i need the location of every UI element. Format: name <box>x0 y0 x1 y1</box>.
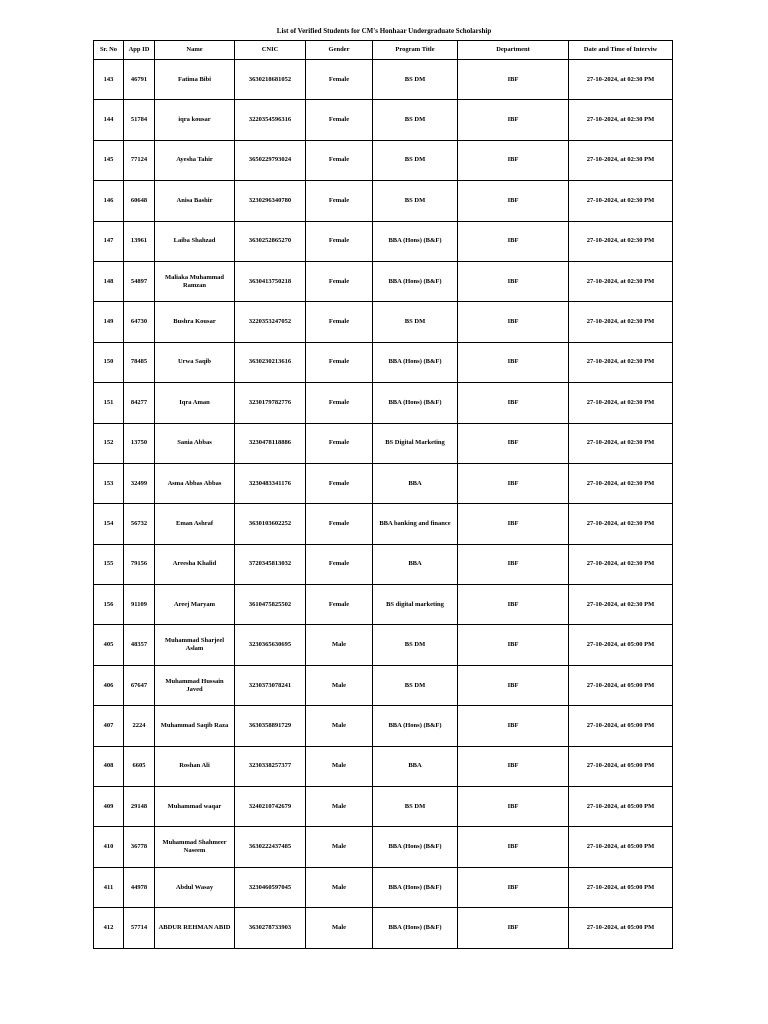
program-cell: BS DM <box>373 60 458 100</box>
name-cell: iqra kousar <box>155 100 235 140</box>
interview-time-cell: 27-10-2024, at 05:00 PM <box>569 706 673 746</box>
program-cell: BS DM <box>373 181 458 221</box>
sr-no-cell: 149 <box>94 302 124 342</box>
students-table <box>93 40 673 949</box>
name-cell: Iqra Aman <box>155 383 235 423</box>
table-row <box>94 60 673 100</box>
cnic-cell: 3230483341176 <box>235 463 306 503</box>
department-cell: IBF <box>458 625 569 665</box>
app-id-cell: 64730 <box>124 302 155 342</box>
cnic-cell: 3220354596316 <box>235 100 306 140</box>
table-row <box>94 746 673 786</box>
program-cell: BBA (Hons) (B&F) <box>373 221 458 261</box>
gender-cell: Female <box>306 221 373 261</box>
app-id-cell: 78485 <box>124 342 155 382</box>
gender-cell: Female <box>306 463 373 503</box>
interview-time-cell: 27-10-2024, at 02:30 PM <box>569 585 673 625</box>
cnic-cell: 3630358891729 <box>235 706 306 746</box>
program-cell: BBA (Hons) (B&F) <box>373 261 458 301</box>
gender-cell: Male <box>306 787 373 827</box>
table-row <box>94 423 673 463</box>
department-cell: IBF <box>458 706 569 746</box>
program-cell: BS DM <box>373 665 458 705</box>
app-id-cell: 2224 <box>124 706 155 746</box>
app-id-cell: 60648 <box>124 181 155 221</box>
gender-cell: Female <box>306 261 373 301</box>
name-cell: Abdul Wasay <box>155 867 235 907</box>
name-cell: Fatima Bibi <box>155 60 235 100</box>
department-cell: IBF <box>458 181 569 221</box>
app-id-cell: 57714 <box>124 908 155 948</box>
cnic-cell: 3610475825502 <box>235 585 306 625</box>
cnic-cell: 3230460597045 <box>235 867 306 907</box>
gender-cell: Female <box>306 383 373 423</box>
sr-no-cell: 406 <box>94 665 124 705</box>
program-cell: BBA banking and finance <box>373 504 458 544</box>
app-id-cell: 13750 <box>124 423 155 463</box>
sr-no-cell: 408 <box>94 746 124 786</box>
app-id-cell: 13961 <box>124 221 155 261</box>
sr-no-cell: 152 <box>94 423 124 463</box>
name-cell: Laiba Shahzad <box>155 221 235 261</box>
cnic-cell: 3230338257377 <box>235 746 306 786</box>
program-cell: BBA (Hons) (B&F) <box>373 383 458 423</box>
cnic-cell: 3230179782776 <box>235 383 306 423</box>
program-cell: BS DM <box>373 302 458 342</box>
program-cell: BBA (Hons) (B&F) <box>373 827 458 867</box>
sr-no-cell: 148 <box>94 261 124 301</box>
column-header-cnic: CNIC <box>235 41 306 60</box>
sr-no-cell: 153 <box>94 463 124 503</box>
app-id-cell: 91109 <box>124 585 155 625</box>
table-row <box>94 463 673 503</box>
program-cell: BBA (Hons) (B&F) <box>373 342 458 382</box>
interview-time-cell: 27-10-2024, at 02:30 PM <box>569 423 673 463</box>
sr-no-cell: 145 <box>94 140 124 180</box>
department-cell: IBF <box>458 665 569 705</box>
table-row <box>94 383 673 423</box>
interview-time-cell: 27-10-2024, at 02:30 PM <box>569 181 673 221</box>
program-cell: BS DM <box>373 100 458 140</box>
app-id-cell: 36778 <box>124 827 155 867</box>
department-cell: IBF <box>458 787 569 827</box>
name-cell: Ayesha Tahir <box>155 140 235 180</box>
app-id-cell: 51784 <box>124 100 155 140</box>
cnic-cell: 3630413750218 <box>235 261 306 301</box>
gender-cell: Male <box>306 665 373 705</box>
sr-no-cell: 405 <box>94 625 124 665</box>
gender-cell: Female <box>306 181 373 221</box>
table-row <box>94 181 673 221</box>
program-cell: BBA (Hons) (B&F) <box>373 908 458 948</box>
column-header-interview-time: Date and Time of Interviw <box>569 41 673 60</box>
sr-no-cell: 150 <box>94 342 124 382</box>
department-cell: IBF <box>458 383 569 423</box>
interview-time-cell: 27-10-2024, at 02:30 PM <box>569 463 673 503</box>
name-cell: Asma Abbas Abbas <box>155 463 235 503</box>
table-row <box>94 544 673 584</box>
app-id-cell: 79156 <box>124 544 155 584</box>
department-cell: IBF <box>458 261 569 301</box>
program-cell: BBA (Hons) (B&F) <box>373 867 458 907</box>
interview-time-cell: 27-10-2024, at 02:30 PM <box>569 100 673 140</box>
cnic-cell: 3230373078241 <box>235 665 306 705</box>
department-cell: IBF <box>458 100 569 140</box>
gender-cell: Female <box>306 60 373 100</box>
interview-time-cell: 27-10-2024, at 02:30 PM <box>569 261 673 301</box>
table-row <box>94 261 673 301</box>
interview-time-cell: 27-10-2024, at 02:30 PM <box>569 140 673 180</box>
sr-no-cell: 411 <box>94 867 124 907</box>
name-cell: Maliaka Muhammad Ramzan <box>155 261 235 301</box>
name-cell: Sania Abbas <box>155 423 235 463</box>
department-cell: IBF <box>458 221 569 261</box>
cnic-cell: 3240210742679 <box>235 787 306 827</box>
interview-time-cell: 27-10-2024, at 05:00 PM <box>569 625 673 665</box>
program-cell: BS DM <box>373 625 458 665</box>
name-cell: Muhammad Sharjeel Aslam <box>155 625 235 665</box>
gender-cell: Female <box>306 302 373 342</box>
table-row <box>94 908 673 948</box>
department-cell: IBF <box>458 544 569 584</box>
gender-cell: Female <box>306 100 373 140</box>
app-id-cell: 44978 <box>124 867 155 907</box>
interview-time-cell: 27-10-2024, at 02:30 PM <box>569 221 673 261</box>
name-cell: Muhammad Shahmeer Naseem <box>155 827 235 867</box>
name-cell: Muhammad waqar <box>155 787 235 827</box>
app-id-cell: 84277 <box>124 383 155 423</box>
column-header-sr-no: Sr. No <box>94 41 124 60</box>
cnic-cell: 3650229793024 <box>235 140 306 180</box>
cnic-cell: 3230296340780 <box>235 181 306 221</box>
gender-cell: Female <box>306 504 373 544</box>
gender-cell: Female <box>306 585 373 625</box>
sr-no-cell: 143 <box>94 60 124 100</box>
name-cell: Eman Ashraf <box>155 504 235 544</box>
department-cell: IBF <box>458 827 569 867</box>
name-cell: Roshan Ali <box>155 746 235 786</box>
table-row <box>94 585 673 625</box>
column-header-name: Name <box>155 41 235 60</box>
table-row <box>94 100 673 140</box>
app-id-cell: 77124 <box>124 140 155 180</box>
gender-cell: Male <box>306 908 373 948</box>
program-cell: BS Digital Marketing <box>373 423 458 463</box>
gender-cell: Female <box>306 423 373 463</box>
cnic-cell: 3630278733903 <box>235 908 306 948</box>
program-cell: BBA <box>373 544 458 584</box>
cnic-cell: 3630103602252 <box>235 504 306 544</box>
cnic-cell: 3720345813032 <box>235 544 306 584</box>
interview-time-cell: 27-10-2024, at 05:00 PM <box>569 665 673 705</box>
department-cell: IBF <box>458 504 569 544</box>
table-row <box>94 140 673 180</box>
name-cell: Muhammad Hussain Javed <box>155 665 235 705</box>
gender-cell: Male <box>306 827 373 867</box>
sr-no-cell: 151 <box>94 383 124 423</box>
interview-time-cell: 27-10-2024, at 02:30 PM <box>569 342 673 382</box>
app-id-cell: 48357 <box>124 625 155 665</box>
app-id-cell: 32499 <box>124 463 155 503</box>
program-cell: BBA (Hons) (B&F) <box>373 706 458 746</box>
column-header-program-title: Program Title <box>373 41 458 60</box>
table-row <box>94 665 673 705</box>
cnic-cell: 3630230213616 <box>235 342 306 382</box>
app-id-cell: 46791 <box>124 60 155 100</box>
gender-cell: Male <box>306 625 373 665</box>
table-row <box>94 787 673 827</box>
sr-no-cell: 409 <box>94 787 124 827</box>
department-cell: IBF <box>458 60 569 100</box>
interview-time-cell: 27-10-2024, at 02:30 PM <box>569 302 673 342</box>
department-cell: IBF <box>458 585 569 625</box>
table-row <box>94 302 673 342</box>
department-cell: IBF <box>458 302 569 342</box>
gender-cell: Male <box>306 746 373 786</box>
table-row <box>94 625 673 665</box>
interview-time-cell: 27-10-2024, at 05:00 PM <box>569 867 673 907</box>
department-cell: IBF <box>458 463 569 503</box>
department-cell: IBF <box>458 140 569 180</box>
name-cell: Muhammad Saqib Raza <box>155 706 235 746</box>
sr-no-cell: 147 <box>94 221 124 261</box>
cnic-cell: 3220353247052 <box>235 302 306 342</box>
department-cell: IBF <box>458 423 569 463</box>
sr-no-cell: 146 <box>94 181 124 221</box>
cnic-cell: 3230478118886 <box>235 423 306 463</box>
app-id-cell: 54897 <box>124 261 155 301</box>
cnic-cell: 3230365630695 <box>235 625 306 665</box>
app-id-cell: 67647 <box>124 665 155 705</box>
gender-cell: Male <box>306 706 373 746</box>
sr-no-cell: 155 <box>94 544 124 584</box>
table-row <box>94 706 673 746</box>
interview-time-cell: 27-10-2024, at 05:00 PM <box>569 908 673 948</box>
program-cell: BS digital marketing <box>373 585 458 625</box>
department-cell: IBF <box>458 746 569 786</box>
table-row <box>94 342 673 382</box>
name-cell: Areej Maryam <box>155 585 235 625</box>
interview-time-cell: 27-10-2024, at 02:30 PM <box>569 383 673 423</box>
interview-time-cell: 27-10-2024, at 02:30 PM <box>569 544 673 584</box>
table-header-row <box>94 41 673 60</box>
column-header-department: Department <box>458 41 569 60</box>
program-cell: BBA <box>373 746 458 786</box>
name-cell: Bushra Kousar <box>155 302 235 342</box>
sr-no-cell: 154 <box>94 504 124 544</box>
program-cell: BS DM <box>373 140 458 180</box>
program-cell: BS DM <box>373 787 458 827</box>
sr-no-cell: 144 <box>94 100 124 140</box>
app-id-cell: 29148 <box>124 787 155 827</box>
app-id-cell: 6605 <box>124 746 155 786</box>
table-row <box>94 827 673 867</box>
sr-no-cell: 156 <box>94 585 124 625</box>
department-cell: IBF <box>458 867 569 907</box>
program-cell: BBA <box>373 463 458 503</box>
department-cell: IBF <box>458 342 569 382</box>
interview-time-cell: 27-10-2024, at 05:00 PM <box>569 827 673 867</box>
table-row <box>94 504 673 544</box>
cnic-cell: 3630218681052 <box>235 60 306 100</box>
interview-time-cell: 27-10-2024, at 05:00 PM <box>569 746 673 786</box>
name-cell: ABDUR REHMAN ABID <box>155 908 235 948</box>
app-id-cell: 56732 <box>124 504 155 544</box>
gender-cell: Male <box>306 867 373 907</box>
sr-no-cell: 412 <box>94 908 124 948</box>
sr-no-cell: 407 <box>94 706 124 746</box>
table-row <box>94 221 673 261</box>
name-cell: Anisa Bashir <box>155 181 235 221</box>
interview-time-cell: 27-10-2024, at 05:00 PM <box>569 787 673 827</box>
table-row <box>94 867 673 907</box>
gender-cell: Female <box>306 544 373 584</box>
column-header-gender: Gender <box>306 41 373 60</box>
column-header-app-id: App ID <box>124 41 155 60</box>
sr-no-cell: 410 <box>94 827 124 867</box>
interview-time-cell: 27-10-2024, at 02:30 PM <box>569 504 673 544</box>
page-title: List of Verified Students for CM's Honhaar Undergraduate Scholarship <box>276 27 492 35</box>
department-cell: IBF <box>458 908 569 948</box>
name-cell: Areesha Khalid <box>155 544 235 584</box>
table-body <box>94 60 673 949</box>
gender-cell: Female <box>306 140 373 180</box>
interview-time-cell: 27-10-2024, at 02:30 PM <box>569 60 673 100</box>
cnic-cell: 3630222437485 <box>235 827 306 867</box>
cnic-cell: 3630252865270 <box>235 221 306 261</box>
name-cell: Urwa Saqib <box>155 342 235 382</box>
gender-cell: Female <box>306 342 373 382</box>
